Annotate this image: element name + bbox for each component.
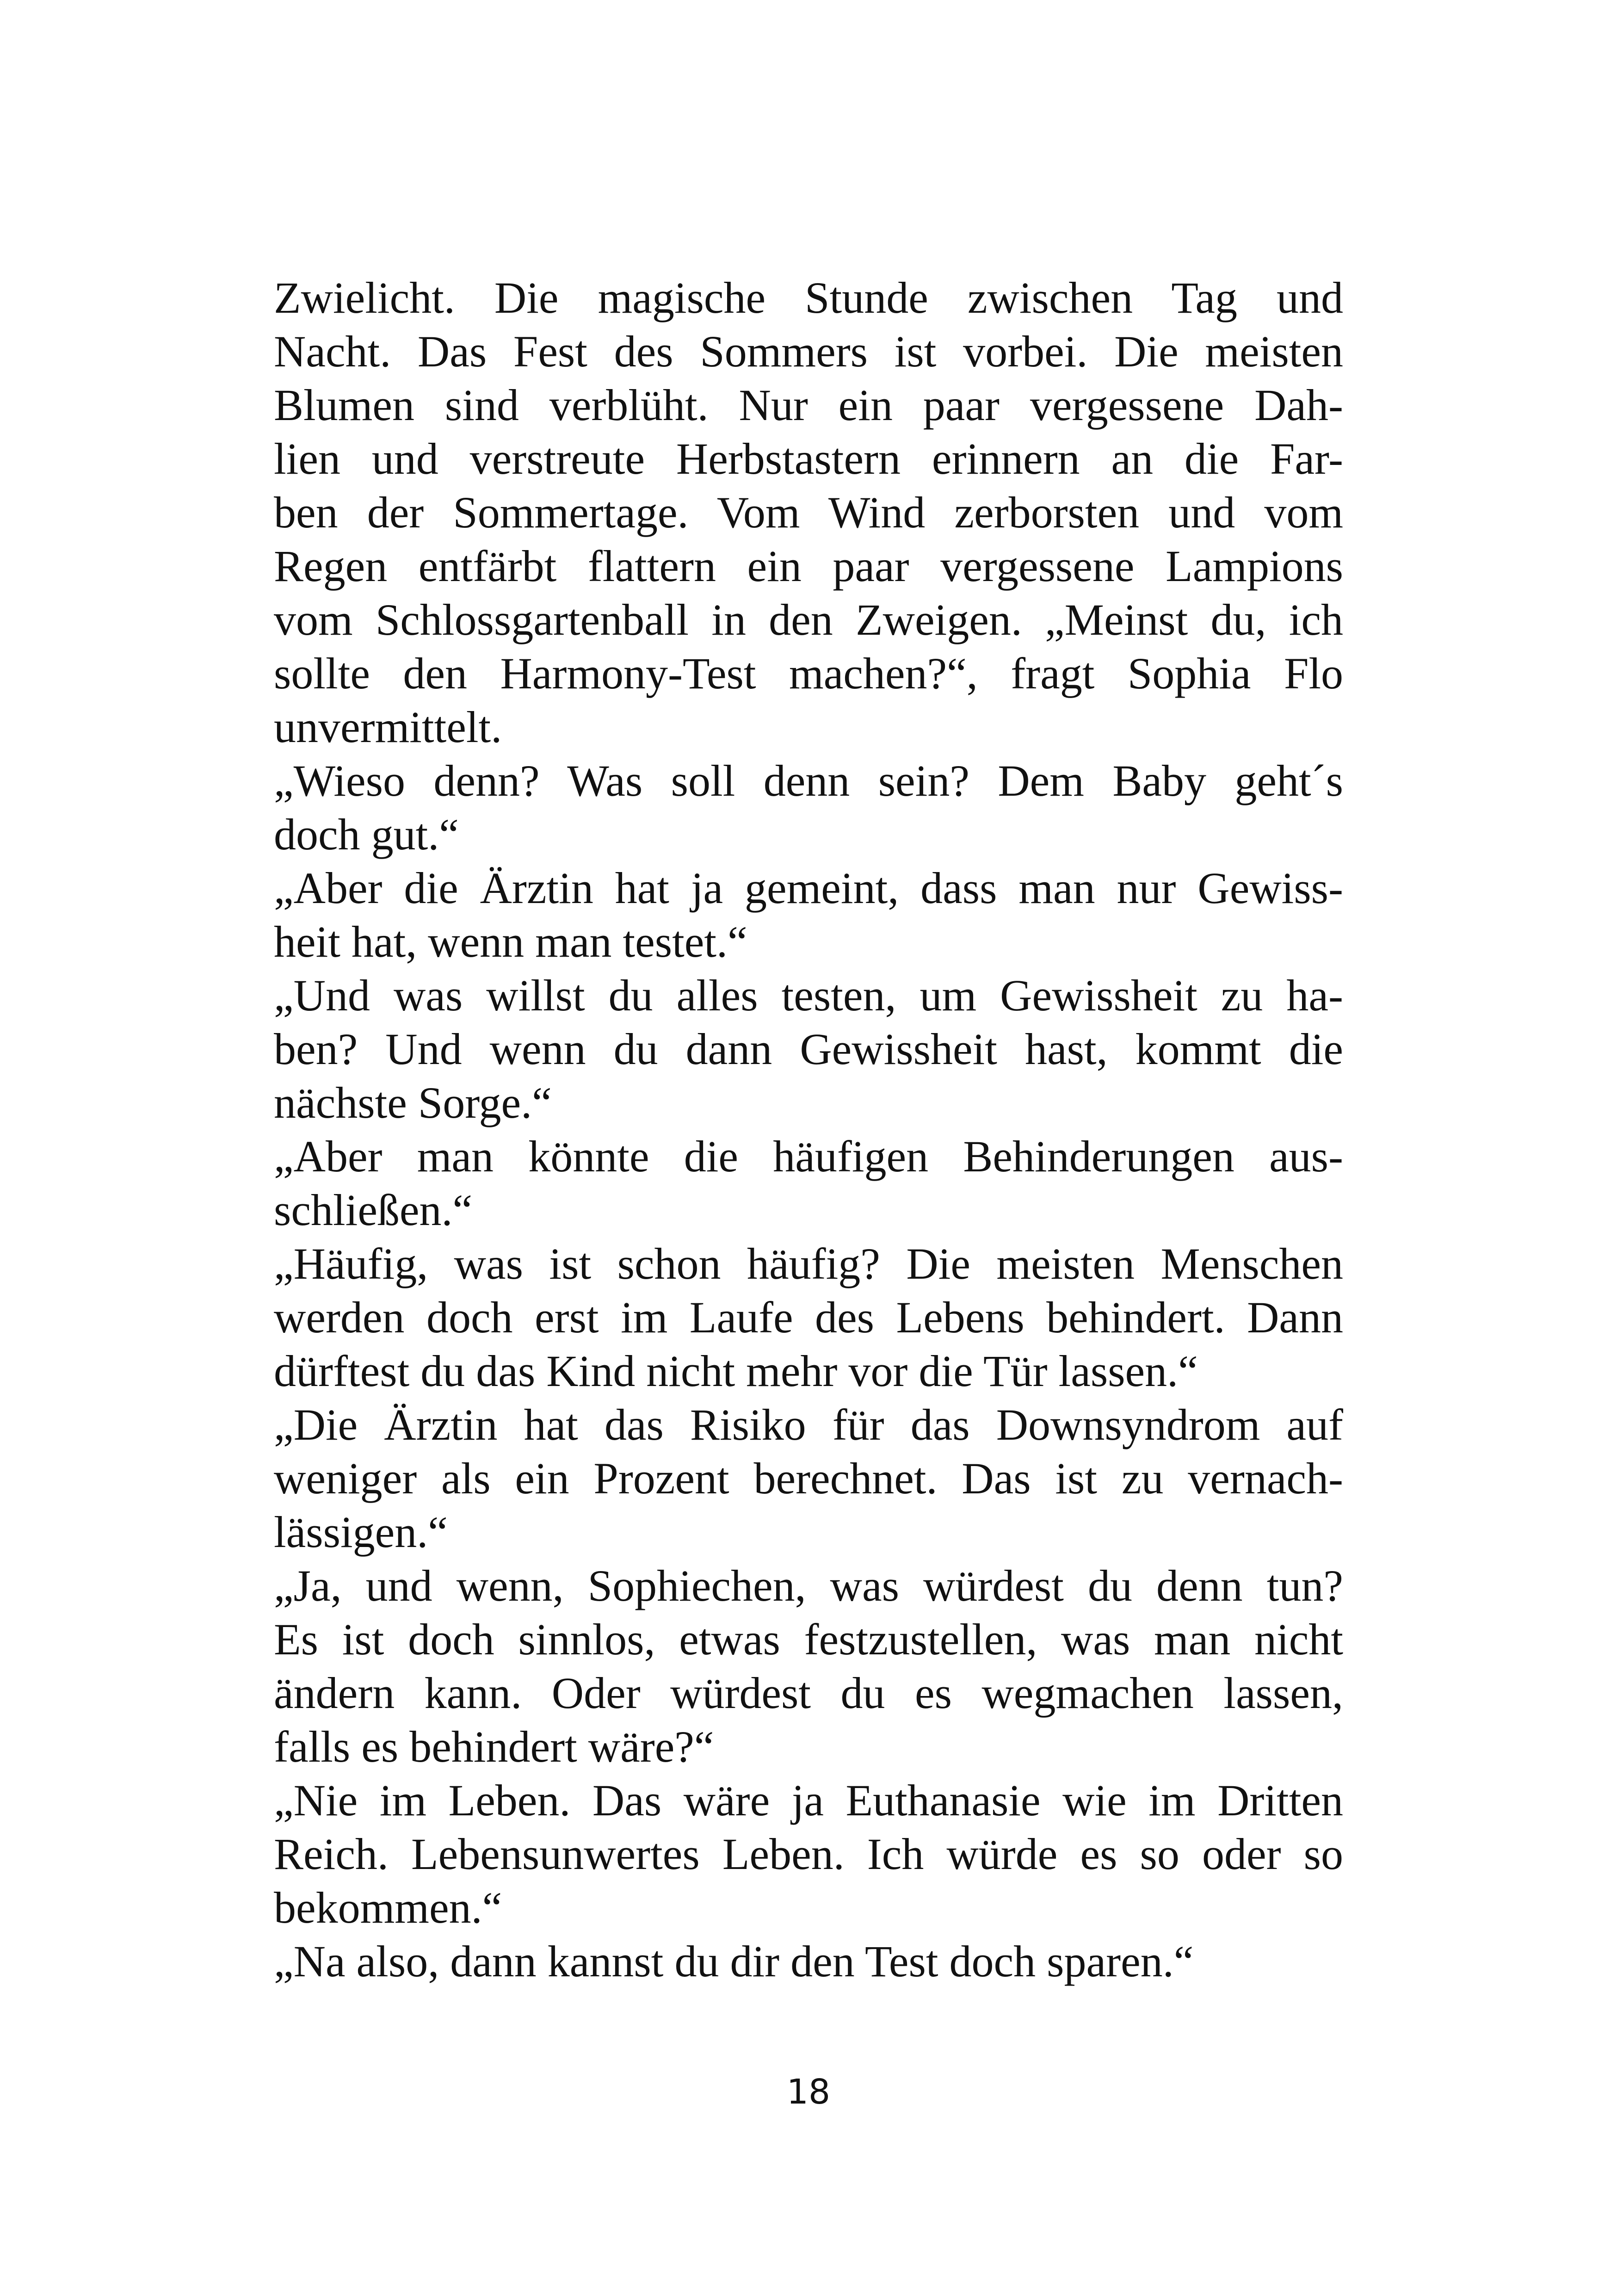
text-line: Reich. Lebensunwertes Leben. Ich würde es so oder so	[274, 1829, 1343, 1879]
text-line: ben? Und wenn du dann Gewissheit hast, kommt die	[274, 1024, 1343, 1074]
text-line: Es ist doch sinnlos, etwas festzustellen, was man nicht	[274, 1615, 1343, 1664]
text-line: werden doch erst im Laufe des Lebens behindert. Dann	[274, 1293, 1343, 1342]
text-line: „Die Ärztin hat das Risiko für das Downsyndrom auf	[274, 1400, 1343, 1449]
text-line: lässigen.“	[274, 1507, 448, 1557]
text-line: „Wieso denn? Was soll denn sein? Dem Baby geht´s	[274, 756, 1343, 805]
body-text	[274, 271, 1343, 1988]
text-line: Zwielicht. Die magische Stunde zwischen Tag und	[274, 273, 1343, 322]
text-line: nächste Sorge.“	[274, 1078, 552, 1127]
text-line: „Na also, dann kannst du dir den Test doch sparen.“	[274, 1937, 1194, 1986]
text-line: doch gut.“	[274, 810, 459, 859]
text-line: „Häufig, was ist schon häufig? Die meisten Menschen	[274, 1239, 1343, 1288]
text-line: sollte den Harmony-Test machen?“, fragt Sophia Flo	[274, 649, 1343, 698]
text-line: lien und verstreute Herbstastern erinnern an die Far-	[274, 434, 1343, 483]
text-line: weniger als ein Prozent berechnet. Das ist zu vernach-	[274, 1454, 1343, 1503]
page-number: 18	[786, 2072, 831, 2112]
text-line: unvermittelt.	[274, 702, 502, 752]
text-line: „Nie im Leben. Das wäre ja Euthanasie wie im Dritten	[274, 1776, 1343, 1825]
text-line: bekommen.“	[274, 1883, 502, 1932]
text-line: falls es behindert wäre?“	[274, 1722, 714, 1771]
text-line: „Ja, und wenn, Sophiechen, was würdest du denn tun?	[274, 1561, 1343, 1610]
text-line: vom Schlossgartenball in den Zweigen. „Meinst du, ich	[274, 595, 1343, 644]
text-line: Regen entfärbt flattern ein paar vergessene Lampions	[274, 541, 1343, 591]
text-line: Nacht. Das Fest des Sommers ist vorbei. Die meisten	[274, 327, 1343, 376]
text-line: dürftest du das Kind nicht mehr vor die Tür lassen.“	[274, 1346, 1198, 1396]
text-line: „Aber die Ärztin hat ja gemeint, dass man nur Gewiss-	[274, 863, 1343, 913]
text-line: „Aber man könnte die häufigen Behinderungen aus-	[274, 1132, 1343, 1181]
text-line: schließen.“	[274, 1185, 473, 1235]
text-line: Blumen sind verblüht. Nur ein paar vergessene Dah-	[274, 380, 1343, 430]
text-line: heit hat, wenn man testet.“	[274, 917, 747, 966]
text-line: ändern kann. Oder würdest du es wegmachen lassen,	[274, 1668, 1343, 1718]
text-line: „Und was willst du alles testen, um Gewissheit zu ha-	[274, 971, 1343, 1020]
text-line: ben der Sommertage. Vom Wind zerborsten und vom	[274, 488, 1343, 537]
